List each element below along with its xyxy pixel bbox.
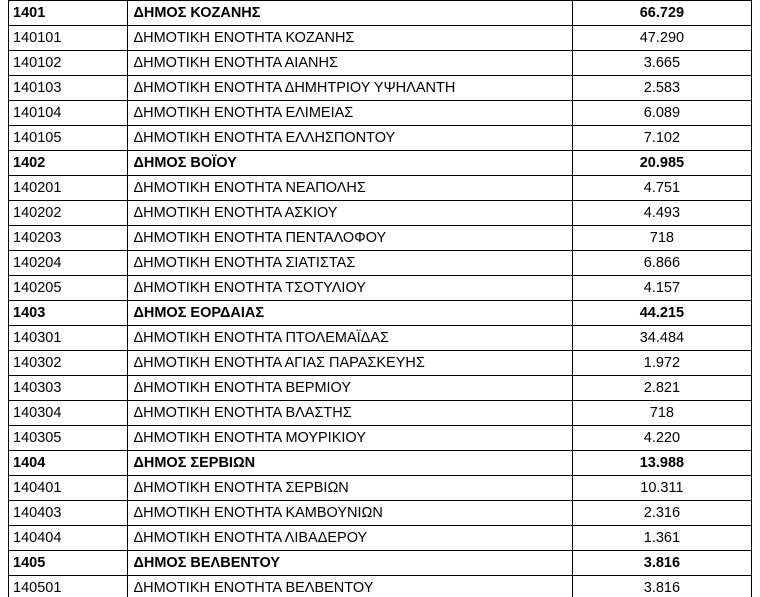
table-row xyxy=(9,101,752,126)
population-cell: 44.215 xyxy=(572,301,751,326)
municipal-name-cell: ΔΗΜΟΤΙΚΗ ΕΝΟΤΗΤΑ ΠΤΟΛΕΜΑΪΔΑΣ xyxy=(128,326,572,351)
municipal-code-cell: 140403 xyxy=(9,501,128,526)
municipal-code-cell: 140301 xyxy=(9,326,128,351)
municipal-name-cell: ΔΗΜΟΣ ΒΟΪΟΥ xyxy=(128,151,572,176)
municipal-name-cell: ΔΗΜΟΤΙΚΗ ΕΝΟΤΗΤΑ ΑΓΙΑΣ ΠΑΡΑΣΚΕΥΗΣ xyxy=(128,351,572,376)
municipal-code-cell: 140404 xyxy=(9,526,128,551)
population-cell: 2.821 xyxy=(572,376,751,401)
population-cell: 4.220 xyxy=(572,426,751,451)
municipal-name-cell: ΔΗΜΟΤΙΚΗ ΕΝΟΤΗΤΑ ΚΟΖΑΝΗΣ xyxy=(128,26,572,51)
municipal-code-cell: 140102 xyxy=(9,51,128,76)
table-row xyxy=(9,251,752,276)
municipal-name-cell: ΔΗΜΟΣ ΒΕΛΒΕΝΤΟΥ xyxy=(128,551,572,576)
municipality-header-row xyxy=(9,551,752,576)
population-cell: 2.583 xyxy=(572,76,751,101)
population-table xyxy=(8,0,752,597)
table-row xyxy=(9,51,752,76)
population-cell: 10.311 xyxy=(572,476,751,501)
municipal-code-cell: 1403 xyxy=(9,301,128,326)
municipal-code-cell: 1404 xyxy=(9,451,128,476)
table-row xyxy=(9,426,752,451)
population-cell: 2.316 xyxy=(572,501,751,526)
municipal-name-cell: ΔΗΜΟΣ ΕΟΡΔΑΙΑΣ xyxy=(128,301,572,326)
municipal-name-cell: ΔΗΜΟΤΙΚΗ ΕΝΟΤΗΤΑ ΔΗΜΗΤΡΙΟΥ ΥΨΗΛΑΝΤΗ xyxy=(128,76,572,101)
population-cell: 718 xyxy=(572,401,751,426)
population-cell: 7.102 xyxy=(572,126,751,151)
population-cell: 34.484 xyxy=(572,326,751,351)
municipal-name-cell: ΔΗΜΟΤΙΚΗ ΕΝΟΤΗΤΑ ΒΕΛΒΕΝΤΟΥ xyxy=(128,576,572,597)
table-row xyxy=(9,376,752,401)
table-row xyxy=(9,126,752,151)
municipality-header-row xyxy=(9,301,752,326)
table-row xyxy=(9,26,752,51)
population-cell: 1.972 xyxy=(572,351,751,376)
municipal-name-cell: ΔΗΜΟΤΙΚΗ ΕΝΟΤΗΤΑ ΑΙΑΝΗΣ xyxy=(128,51,572,76)
municipal-code-cell: 1402 xyxy=(9,151,128,176)
municipal-name-cell: ΔΗΜΟΤΙΚΗ ΕΝΟΤΗΤΑ ΣΙΑΤΙΣΤΑΣ xyxy=(128,251,572,276)
population-cell: 66.729 xyxy=(572,1,751,26)
municipal-name-cell: ΔΗΜΟΤΙΚΗ ΕΝΟΤΗΤΑ ΠΕΝΤΑΛΟΦΟΥ xyxy=(128,226,572,251)
municipal-name-cell: ΔΗΜΟΤΙΚΗ ΕΝΟΤΗΤΑ ΛΙΒΑΔΕΡΟΥ xyxy=(128,526,572,551)
municipal-name-cell: ΔΗΜΟΤΙΚΗ ΕΝΟΤΗΤΑ ΕΛΛΗΣΠΟΝΤΟΥ xyxy=(128,126,572,151)
population-cell: 6.866 xyxy=(572,251,751,276)
population-cell: 1.361 xyxy=(572,526,751,551)
population-cell: 4.157 xyxy=(572,276,751,301)
municipal-code-cell: 140203 xyxy=(9,226,128,251)
municipal-name-cell: ΔΗΜΟΤΙΚΗ ΕΝΟΤΗΤΑ ΣΕΡΒΙΩΝ xyxy=(128,476,572,501)
municipal-code-cell: 140103 xyxy=(9,76,128,101)
population-cell: 6.089 xyxy=(572,101,751,126)
population-table-body xyxy=(9,1,752,597)
municipal-name-cell: ΔΗΜΟΤΙΚΗ ΕΝΟΤΗΤΑ ΜΟΥΡΙΚΙΟΥ xyxy=(128,426,572,451)
municipal-code-cell: 140401 xyxy=(9,476,128,501)
municipal-code-cell: 1405 xyxy=(9,551,128,576)
municipal-name-cell: ΔΗΜΟΤΙΚΗ ΕΝΟΤΗΤΑ ΒΕΡΜΙΟΥ xyxy=(128,376,572,401)
table-row xyxy=(9,201,752,226)
municipal-code-cell: 140101 xyxy=(9,26,128,51)
municipal-code-cell: 140303 xyxy=(9,376,128,401)
municipal-code-cell: 140304 xyxy=(9,401,128,426)
municipality-header-row xyxy=(9,1,752,26)
municipal-code-cell: 140204 xyxy=(9,251,128,276)
population-cell: 3.816 xyxy=(572,551,751,576)
table-row xyxy=(9,576,752,597)
municipal-code-cell: 140501 xyxy=(9,576,128,597)
population-cell: 4.493 xyxy=(572,201,751,226)
municipal-code-cell: 1401 xyxy=(9,1,128,26)
table-row xyxy=(9,226,752,251)
municipal-name-cell: ΔΗΜΟΤΙΚΗ ΕΝΟΤΗΤΑ ΕΛΙΜΕΙΑΣ xyxy=(128,101,572,126)
municipality-header-row xyxy=(9,451,752,476)
municipal-code-cell: 140302 xyxy=(9,351,128,376)
municipal-name-cell: ΔΗΜΟΤΙΚΗ ΕΝΟΤΗΤΑ ΝΕΑΠΟΛΗΣ xyxy=(128,176,572,201)
municipal-name-cell: ΔΗΜΟΣ ΚΟΖΑΝΗΣ xyxy=(128,1,572,26)
population-cell: 3.816 xyxy=(572,576,751,597)
municipal-name-cell: ΔΗΜΟΤΙΚΗ ΕΝΟΤΗΤΑ ΒΛΑΣΤΗΣ xyxy=(128,401,572,426)
table-row xyxy=(9,176,752,201)
municipal-code-cell: 140305 xyxy=(9,426,128,451)
population-cell: 4.751 xyxy=(572,176,751,201)
population-cell: 47.290 xyxy=(572,26,751,51)
table-row xyxy=(9,276,752,301)
table-row xyxy=(9,76,752,101)
municipal-code-cell: 140201 xyxy=(9,176,128,201)
population-cell: 718 xyxy=(572,226,751,251)
municipal-code-cell: 140104 xyxy=(9,101,128,126)
table-row xyxy=(9,501,752,526)
municipality-header-row xyxy=(9,151,752,176)
table-row xyxy=(9,351,752,376)
municipal-name-cell: ΔΗΜΟΤΙΚΗ ΕΝΟΤΗΤΑ ΑΣΚΙΟΥ xyxy=(128,201,572,226)
population-cell: 20.985 xyxy=(572,151,751,176)
table-row xyxy=(9,326,752,351)
table-row xyxy=(9,401,752,426)
population-cell: 3.665 xyxy=(572,51,751,76)
municipal-code-cell: 140205 xyxy=(9,276,128,301)
population-cell: 13.988 xyxy=(572,451,751,476)
municipal-name-cell: ΔΗΜΟΤΙΚΗ ΕΝΟΤΗΤΑ ΚΑΜΒΟΥΝΙΩΝ xyxy=(128,501,572,526)
municipal-name-cell: ΔΗΜΟΣ ΣΕΡΒΙΩΝ xyxy=(128,451,572,476)
table-row xyxy=(9,476,752,501)
municipal-code-cell: 140105 xyxy=(9,126,128,151)
municipal-code-cell: 140202 xyxy=(9,201,128,226)
table-row xyxy=(9,526,752,551)
municipal-name-cell: ΔΗΜΟΤΙΚΗ ΕΝΟΤΗΤΑ ΤΣΟΤΥΛΙΟΥ xyxy=(128,276,572,301)
